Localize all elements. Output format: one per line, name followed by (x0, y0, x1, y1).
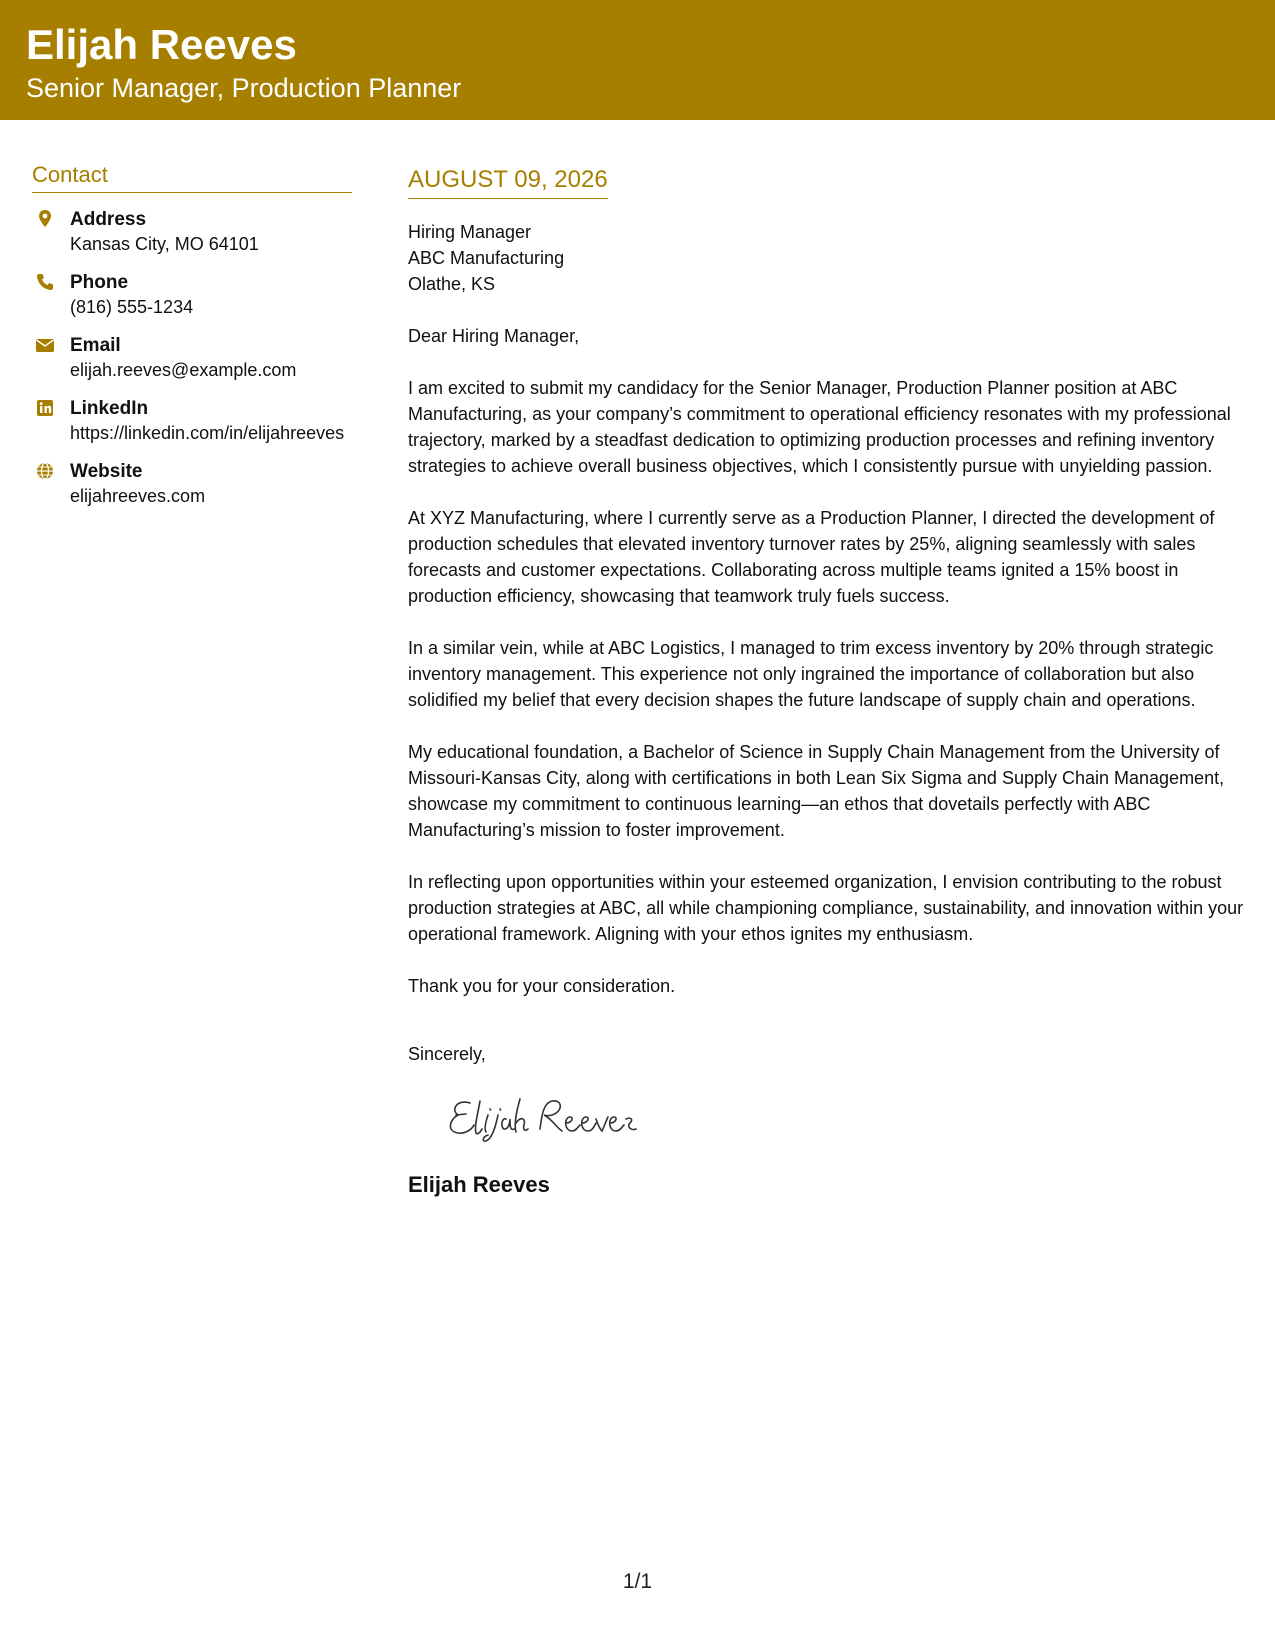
contact-item-linkedin (32, 396, 352, 446)
contact-label: Email (70, 335, 121, 356)
contact-value: https://linkedin.com/in/elijahreeves (70, 423, 345, 443)
letter-paragraph: My educational foundation, a Bachelor of Science in Supply Chain Management from the University of Missouri-Kansas City, along with certifications in both Lean Six Sigma and Supply Chain Management, showcase my commitment to continuous learning—an ethos that dovetails perfectly with ABC Manufacturing’s mission to foster improvement. (408, 742, 1225, 840)
recipient-line: Olathe, KS (408, 274, 496, 294)
recipient-line: Hiring Manager (408, 222, 532, 242)
contact-item-address (32, 207, 352, 257)
contact-item-phone (32, 270, 352, 320)
contact-label: Website (70, 461, 143, 482)
contact-item-email (32, 333, 352, 383)
signature-image (440, 1089, 660, 1147)
letter-paragraph: I am excited to submit my candidacy for the Senior Manager, Production Planner position at ABC Manufacturing, as your company’s commitment to operational efficiency resonates with my professional trajectory, marked by a steadfast dedication to optimizing production processes and refining inventory strategies to achieve overall business objectives, which I consistently pursue with unyielding passion. (408, 378, 1231, 476)
contact-label: Phone (70, 272, 129, 293)
recipient-block (408, 219, 1253, 297)
page-number: 1/1 (622, 1570, 653, 1593)
signed-name: Elijah Reeves (408, 1172, 550, 1197)
contact-value: (816) 555-1234 (70, 297, 194, 317)
letter-paragraph: Thank you for your consideration. (408, 976, 676, 996)
contact-list (32, 207, 352, 509)
contact-value: elijah.reeves@example.com (70, 360, 297, 380)
contact-heading: Contact (32, 162, 352, 193)
recipient-line: ABC Manufacturing (408, 248, 565, 268)
envelope-icon (35, 335, 55, 355)
phone-icon (35, 272, 55, 292)
letter-paragraph: In reflecting upon opportunities within your esteemed organization, I envision contributing to the robust production strategies at ABC, all while championing compliance, sustainability, and innovation within your operational framework. Aligning with your ethos ignites my enthusiasm. (408, 872, 1244, 944)
linkedin-icon (35, 398, 55, 418)
header-banner (0, 0, 1275, 120)
closing: Sincerely, (408, 1044, 486, 1064)
contact-label: LinkedIn (70, 398, 149, 419)
letter-paragraph: At XYZ Manufacturing, where I currently serve as a Production Planner, I directed the development of production schedules that elevated inventory turnover rates by 25%, aligning seamlessly with sales forecasts and customer expectations. Collaborating across multiple teams ignited a 15% boost in production efficiency, showcasing that teamwork truly fuels success. (408, 508, 1215, 606)
letter-paragraph: In a similar vein, while at ABC Logistics, I managed to trim excess inventory by 20% through strategic inventory management. This experience not only ingrained the importance of collaboration but also solidified my belief that every decision shapes the future landscape of supply chain and operations. (408, 638, 1214, 710)
letter-body (408, 166, 1253, 1198)
contact-item-website (32, 459, 352, 509)
salutation: Dear Hiring Manager, (408, 326, 580, 346)
contact-label: Address (70, 209, 147, 230)
contact-value: elijahreeves.com (70, 486, 206, 506)
map-marker-icon (35, 209, 55, 229)
globe-icon (35, 461, 55, 481)
contact-value: Kansas City, MO 64101 (70, 234, 259, 254)
applicant-name: Elijah Reeves (26, 21, 297, 68)
applicant-title: Senior Manager, Production Planner (26, 73, 462, 103)
letter-text (408, 323, 1253, 999)
letter-date: AUGUST 09, 2026 (408, 166, 608, 199)
sidebar (32, 162, 352, 522)
